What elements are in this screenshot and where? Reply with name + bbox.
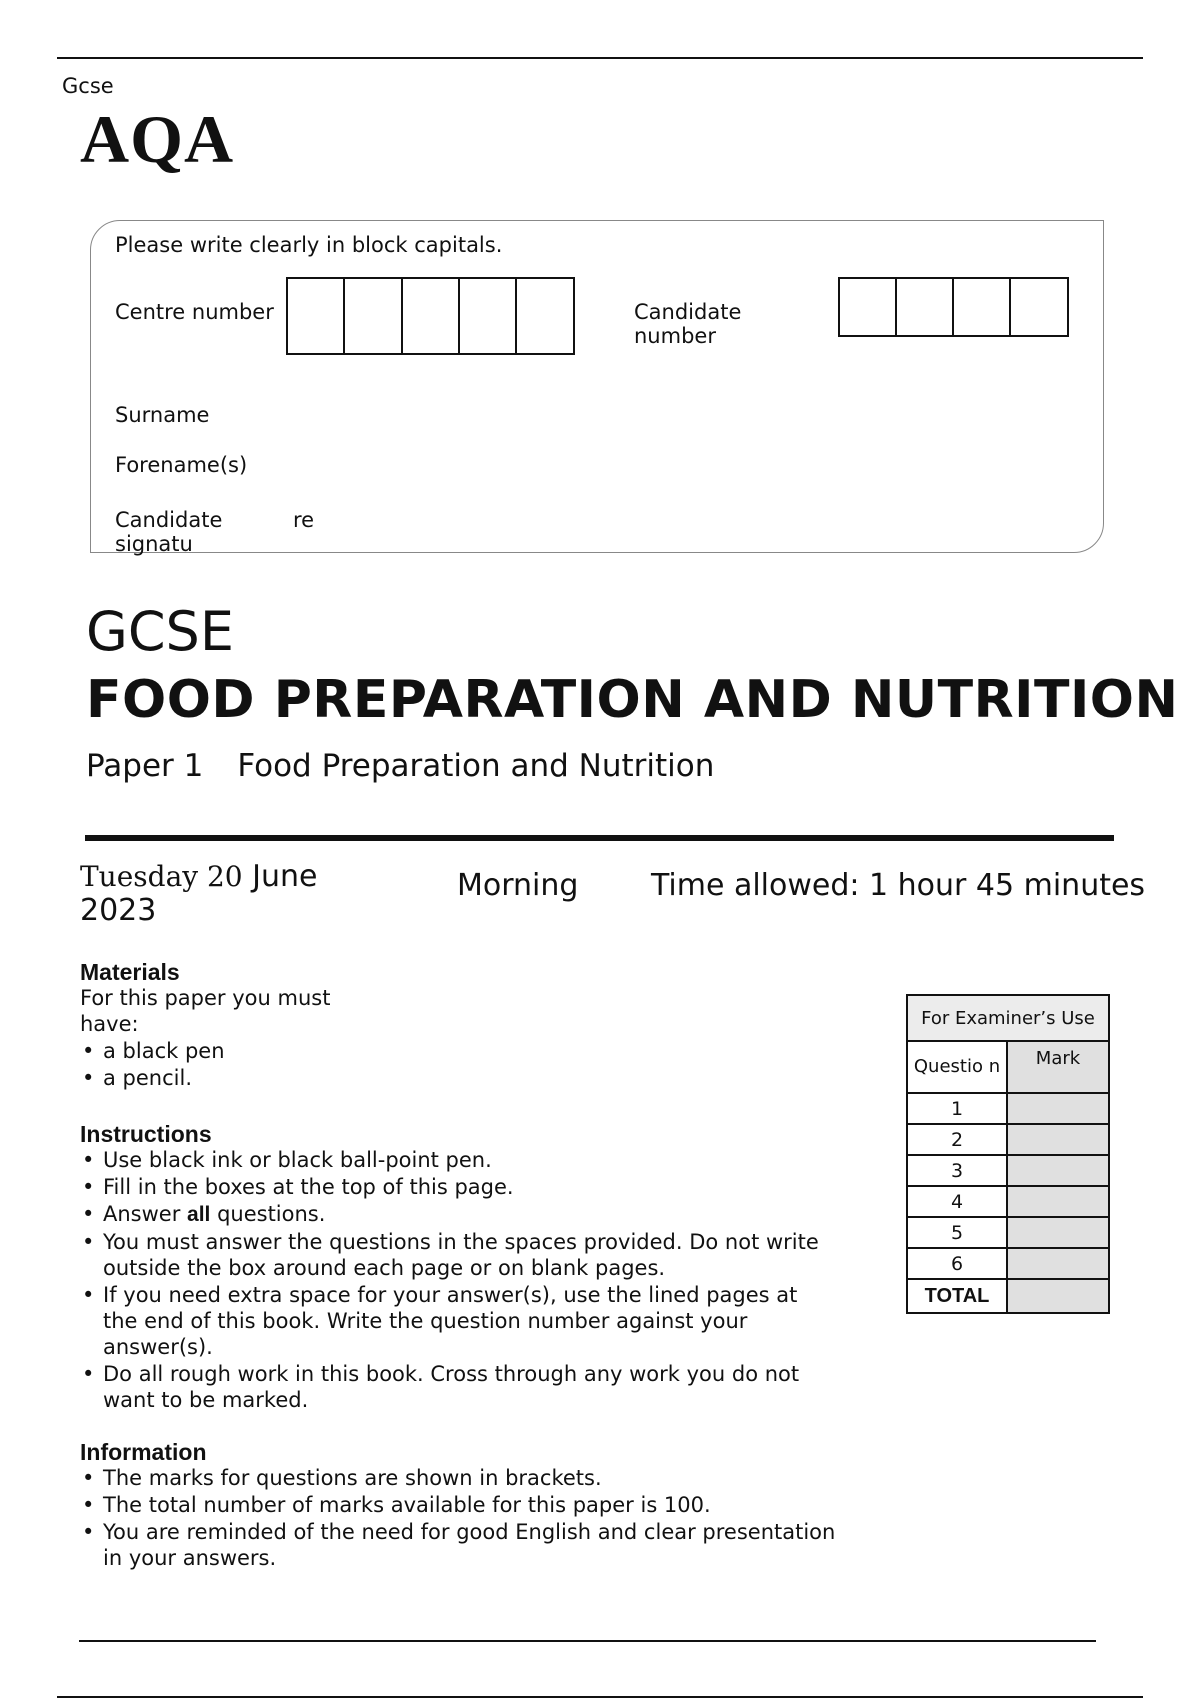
subject-title: FOOD PREPARATION AND NUTRITION [86, 670, 1179, 730]
instruction-item: • You must answer the questions in the spaces provided. Do not write outside the box around each page or on blank pages. [80, 1229, 838, 1281]
table-row [907, 1124, 1109, 1155]
question-column-header: Questio n [907, 1041, 1007, 1093]
total-mark-cell[interactable] [1007, 1279, 1109, 1313]
bottom-rule [79, 1640, 1096, 1642]
question-number: 5 [907, 1217, 1007, 1248]
instructions-heading: Instructions [80, 1121, 212, 1147]
exam-date-year: 2023 [80, 893, 157, 928]
instruction-item: • Do all rough work in this book. Cross through any work you do not want to be marked. [80, 1361, 838, 1413]
table-row [907, 1155, 1109, 1186]
table-row [907, 1248, 1109, 1279]
materials-heading: Materials [80, 959, 180, 985]
paper-line [86, 748, 748, 784]
mark-cell[interactable] [1007, 1217, 1109, 1248]
mark-cell[interactable] [1007, 1186, 1109, 1217]
centre-number-boxes[interactable] [286, 277, 575, 355]
question-number: 1 [907, 1093, 1007, 1124]
table-row [907, 1093, 1109, 1124]
instruction-item: • If you need extra space for your answer(s), use the lined pages at the end of this book. Write the question number against your answer(s). [80, 1282, 838, 1360]
title-rule [85, 835, 1114, 841]
centre-number-box[interactable] [460, 279, 517, 353]
candidate-number-label [634, 300, 741, 348]
signature-label [115, 508, 222, 556]
mark-column-header: Mark [1007, 1041, 1109, 1093]
centre-number-box[interactable] [288, 279, 345, 353]
information-item: • The total number of marks available for this paper is 100. [80, 1492, 838, 1518]
header-label: Gcse [62, 74, 114, 98]
instruction-item: • Fill in the boxes at the top of this page. [80, 1174, 838, 1200]
materials-item: • a black pen [80, 1038, 225, 1064]
centre-number-box[interactable] [403, 279, 460, 353]
exam-session: Morning [457, 868, 579, 903]
signature-label-suffix: re [293, 508, 315, 532]
top-rule [57, 57, 1143, 59]
mark-cell[interactable] [1007, 1248, 1109, 1279]
materials-list [80, 1038, 225, 1092]
candidate-details-box [90, 220, 1104, 553]
signature-label-line2: signatu [115, 532, 193, 556]
examiner-table-title: For Examiner’s Use [907, 995, 1109, 1041]
mark-cell[interactable] [1007, 1093, 1109, 1124]
qualification-title: GCSE [86, 600, 234, 663]
centre-number-box[interactable] [517, 279, 575, 353]
materials-intro [80, 985, 330, 1037]
candidate-number-box[interactable] [897, 279, 954, 335]
candidate-number-label-line1: Candidate [634, 300, 742, 324]
mark-cell[interactable] [1007, 1124, 1109, 1155]
materials-intro-line1: For this paper you must [80, 986, 331, 1010]
exam-date-month: June [252, 859, 318, 894]
forenames-label: Forename(s) [115, 453, 248, 477]
total-row [907, 1279, 1109, 1313]
information-heading: Information [80, 1439, 207, 1465]
total-label: TOTAL [907, 1279, 1007, 1313]
mark-cell[interactable] [1007, 1155, 1109, 1186]
time-allowed: Time allowed: 1 hour 45 minutes [651, 868, 1146, 903]
paper-title: Food Preparation and Nutrition [237, 748, 715, 784]
table-row [907, 1186, 1109, 1217]
candidate-number-box[interactable] [1011, 279, 1069, 335]
candidate-number-box[interactable] [840, 279, 897, 335]
question-number: 6 [907, 1248, 1007, 1279]
examiner-use-table [906, 994, 1110, 1314]
question-number: 2 [907, 1124, 1007, 1155]
instruction-emphasis: all [187, 1203, 211, 1226]
candidate-number-boxes[interactable] [838, 277, 1069, 337]
materials-item: • a pencil. [80, 1065, 225, 1091]
page-bottom-rule [57, 1696, 1143, 1698]
candidate-number-box[interactable] [954, 279, 1011, 335]
information-item: • The marks for questions are shown in brackets. [80, 1465, 838, 1491]
instruction-item: • Use black ink or black ball-point pen. [80, 1147, 838, 1173]
instruction-item [80, 1201, 838, 1228]
exam-date-day: Tuesday 20 [80, 860, 243, 893]
exam-date [80, 860, 340, 928]
instructions-list [80, 1147, 838, 1414]
information-list [80, 1465, 838, 1572]
aqa-logo: AQA [80, 101, 235, 177]
surname-label: Surname [115, 403, 210, 427]
block-capitals-instruction: Please write clearly in block capitals. [115, 233, 503, 257]
question-number: 4 [907, 1186, 1007, 1217]
materials-intro-line2: have: [80, 1012, 139, 1036]
candidate-number-label-line2: number [634, 324, 716, 348]
instruction-text: Answer [103, 1202, 188, 1226]
signature-label-line1: Candidate [115, 508, 223, 532]
instruction-text: questions. [210, 1202, 326, 1226]
table-row [907, 1217, 1109, 1248]
question-number: 3 [907, 1155, 1007, 1186]
information-item: • You are reminded of the need for good English and clear presentation in your answers. [80, 1519, 838, 1571]
centre-number-label: Centre number [115, 300, 274, 324]
paper-number: Paper 1 [86, 748, 204, 784]
centre-number-box[interactable] [345, 279, 403, 353]
